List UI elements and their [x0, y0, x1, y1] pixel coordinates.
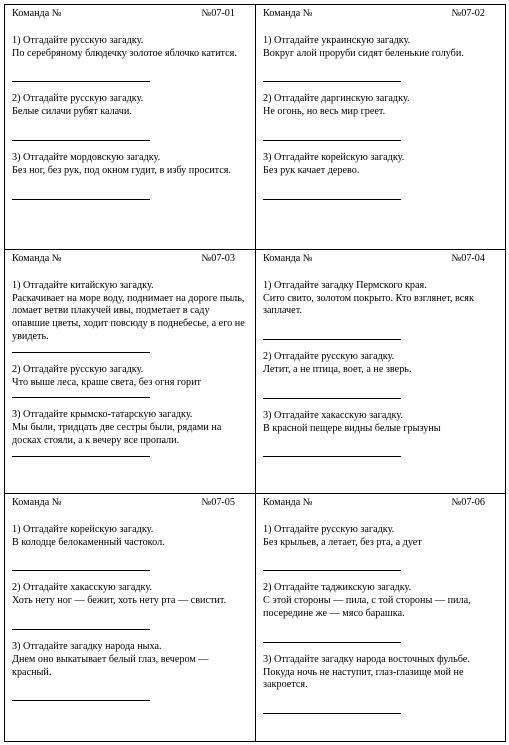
question-text: Летит, а не птица, воет, а не зверь.	[263, 363, 412, 375]
question-text: Не огонь, но весь мир греет.	[263, 106, 386, 118]
riddle-card-07-03	[4, 249, 256, 494]
answer-line	[263, 570, 401, 571]
question-3	[263, 410, 499, 458]
answer-line	[263, 339, 401, 340]
question-title: 1) Отгадайте русскую загадку.	[12, 34, 144, 46]
question-text: Без рук качает дерево.	[263, 164, 360, 176]
answer-line	[263, 199, 401, 200]
question-text: Белые силачи рубят калачи.	[12, 106, 132, 118]
answer-line	[12, 456, 150, 457]
answer-line	[263, 642, 401, 643]
question-2	[263, 582, 499, 642]
answer-line	[12, 397, 150, 398]
team-label: Команда №	[263, 497, 313, 508]
question-text: Днем оно выкатывает белый глаз, вечером — красный.	[12, 653, 209, 678]
question-text: Вокруг алой проруби сидят беленькие голуби.	[263, 47, 464, 59]
question-2	[263, 351, 499, 399]
question-3	[12, 152, 249, 200]
question-1	[263, 524, 499, 572]
card-header	[12, 253, 249, 266]
question-title: 2) Отгадайте даргинскую загадку.	[263, 93, 410, 105]
riddle-card-07-04	[255, 249, 506, 494]
answer-line	[263, 456, 401, 457]
card-code: №07-05	[201, 497, 235, 508]
answer-line	[12, 140, 150, 141]
question-1	[12, 35, 249, 83]
card-header	[263, 253, 499, 266]
card-code: №07-01	[201, 8, 235, 19]
answer-line	[12, 199, 150, 200]
team-label: Команда №	[12, 253, 62, 264]
card-code: №07-06	[451, 497, 485, 508]
question-text: С этой стороны — пила, с той стороны — пила, посередине же — мясо барашка.	[263, 595, 471, 619]
riddle-card-07-01	[4, 4, 256, 250]
question-text: Без крыльев, а летает, без рта, а дует	[263, 536, 422, 548]
question-1	[263, 35, 499, 83]
question-text: В колодце белокаменный частокол.	[12, 536, 165, 548]
question-text: Без ног, без рук, под окном гудит, в избу просится.	[12, 164, 231, 176]
card-code: №07-02	[451, 8, 485, 19]
question-text: Хоть нету ног — бежит, хоть нету рта — свистит.	[12, 595, 227, 607]
question-3	[12, 409, 249, 456]
question-text: По серебряному блюдечку золотое яблочко катится.	[12, 47, 237, 59]
question-2	[12, 93, 249, 141]
question-2	[263, 93, 499, 141]
question-3	[263, 152, 499, 200]
question-title: 1) Отгадайте китайскую загадку.	[12, 279, 154, 291]
question-1	[12, 280, 249, 353]
answer-line	[263, 398, 401, 399]
question-title: 2) Отгадайте русскую загадку.	[263, 351, 395, 363]
question-text: Покуда ночь не наступит, глаз-глазище мой не закроется.	[263, 666, 464, 691]
answer-line	[12, 700, 150, 701]
card-header	[12, 8, 249, 21]
team-label: Команда №	[12, 497, 62, 508]
question-title: 2) Отгадайте таджикскую загадку.	[263, 582, 412, 594]
question-title: 1) Отгадайте украинскую загадку.	[263, 34, 411, 46]
question-title: 3) Отгадайте хакасскую загадку.	[263, 409, 403, 421]
card-header	[263, 497, 499, 510]
question-1	[12, 524, 249, 572]
answer-line	[12, 81, 150, 82]
question-title: 3) Отгадайте загадку народа восточных фульбе.	[263, 653, 470, 665]
question-1	[263, 280, 499, 340]
riddle-card-07-06	[255, 493, 506, 742]
answer-line	[263, 713, 401, 714]
question-title: 3) Отгадайте крымско-татарскую загадку.	[12, 409, 193, 421]
question-title: 3) Отгадайте загадку народа ныха.	[12, 640, 162, 652]
question-text: В красной пещере видны белые грызуны	[263, 422, 441, 434]
question-title: 1) Отгадайте корейскую загадку.	[12, 523, 154, 535]
question-text: Мы были, тридцать две сестры были, рядами на досках стояли, а к вечеру все пропали.	[12, 422, 222, 446]
answer-line	[263, 140, 401, 141]
team-label: Команда №	[263, 8, 313, 19]
answer-line	[12, 629, 150, 630]
card-header	[12, 497, 249, 510]
question-title: 1) Отгадайте русскую загадку.	[263, 523, 395, 535]
team-label: Команда №	[263, 253, 313, 264]
riddle-card-07-05	[4, 493, 256, 742]
question-3	[263, 654, 499, 714]
team-label: Команда №	[12, 8, 62, 19]
riddle-card-07-02	[255, 4, 506, 250]
answer-line	[12, 570, 150, 571]
question-title: 2) Отгадайте русскую загадку.	[12, 93, 144, 105]
card-header	[263, 8, 499, 21]
question-title: 3) Отгадайте мордовскую загадку.	[12, 151, 161, 163]
card-code: №07-04	[451, 253, 485, 264]
question-3	[12, 641, 249, 701]
question-text: Сито свито, золотом покрыто. Кто взглянет, всяк заплачет.	[263, 292, 474, 317]
question-2	[12, 582, 249, 630]
question-text: Раскачивает на море воду, поднимает на дороге пыль, ломает ветви плакучей ивы, подметает в саду опавшие цветы, ходит повсюду в поднебесье, а его не увидеть.	[12, 292, 245, 342]
riddle-sheet	[4, 4, 506, 742]
question-2	[12, 364, 249, 399]
question-title: 2) Отгадайте русскую загадку.	[12, 363, 144, 375]
question-text: Что выше леса, краше света, без огня горит	[12, 376, 201, 388]
answer-line	[263, 81, 401, 82]
card-code: №07-03	[201, 253, 235, 264]
answer-line	[12, 352, 150, 353]
question-title: 2) Отгадайте хакасскую загадку.	[12, 582, 152, 594]
question-title: 3) Отгадайте корейскую загадку.	[263, 151, 405, 163]
question-title: 1) Отгадайте загадку Пермского края.	[263, 279, 427, 291]
